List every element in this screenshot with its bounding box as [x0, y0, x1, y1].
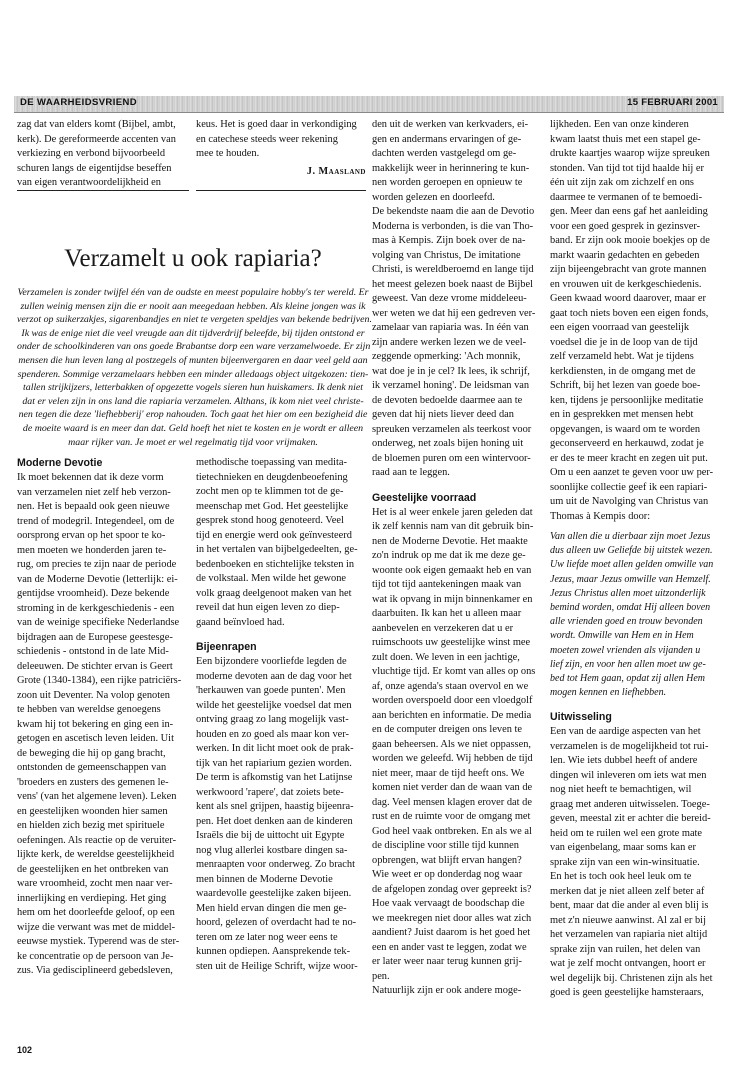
text-line: zult doen. We leven in een jachtige, [372, 651, 520, 663]
text-line: een en ander vast te leggen, zodat we [372, 941, 527, 953]
text-line: pen. [372, 970, 390, 982]
text-line: de discipline voor stille tijd kunnen [372, 840, 519, 851]
text-line: daarbuiten. Ik kan het u alleen maar [372, 608, 522, 619]
text-line: Wie weet er op donderdag nog waar [372, 869, 523, 880]
text-line: ik verzamel honing'. De leidsman van [372, 380, 530, 391]
text-line: gaat toch niets boven een eigen fonds, [550, 307, 709, 319]
intro-line: zullen weinig mensen zijn die er nooit aan meegedaan hebben. Als kleine jongen was ik [20, 300, 366, 312]
text-line: kwam hij tot bekering en ging een in- [17, 718, 174, 730]
divider-rule [196, 190, 366, 191]
text-line: Om u een aanzet te geven voor uw per- [550, 467, 714, 478]
text-line: ruimschoots uw geestelijke winst mee [372, 637, 531, 648]
text-line: aanbevelen en verzekeren dat u er [372, 622, 514, 634]
body-column-1 [17, 456, 189, 979]
text-line: bijdragen aan de Europese geestesge- [17, 631, 173, 643]
text-line: af, onze agenda's staan overvol en we [372, 680, 529, 692]
text-line: keus. Het is goed daar in verkondiging [196, 119, 357, 130]
text-line: drukte kaartjes waarop wijze spreuken [550, 148, 710, 159]
text-line: nen worden geroepen en opnieuw te [372, 177, 523, 188]
divider-rule [17, 190, 189, 191]
text-line: kwam laatst thuis met een stapel ge- [550, 133, 701, 145]
text-line: het verzamelen van rapiaria niet altijd [550, 929, 708, 941]
text-line: Jezus, maar Jezus omwille van Hemzelf. [550, 573, 711, 585]
text-line: wat je zelf mocht ontvangen, hoort er [550, 958, 706, 970]
text-line: en catechese steeds weer rekening [196, 133, 338, 145]
text-line: goed is geen geestelijke hamsteraars, [550, 987, 704, 999]
text-line: teren om ze later nog weer eens te [196, 931, 338, 943]
author-signature: J. Maasland [306, 165, 366, 177]
text-line: kent als snel grijpen, haastig bijeenra- [196, 801, 354, 812]
text-line: band. Er zijn ook mooie boekjes op de [550, 235, 710, 246]
text-line: nen. Het is bepaald ook geen nieuwe [17, 501, 170, 512]
section-heading: Geestelijke voorraad [372, 491, 477, 504]
text-line: van de Moderne Devotie (letterlijk: ei- [17, 573, 178, 585]
text-line: zocht men op te klimmen tot de ge- [196, 486, 344, 497]
text-line: wel degelijk bij. Christenen zijn als het [550, 972, 713, 984]
text-line: stroming in de kerkgeschiedenis - een [17, 602, 175, 614]
intro-line: dat er velen zijn in ons land die rapiaria verzamelen. Althans, ik kom niet veel christe- [22, 395, 364, 407]
text-line: en de computer dreigen ons leven te [372, 724, 523, 735]
text-line: rust en de ruimte voor de omgang met [372, 811, 531, 822]
text-line: nog vlug allerlei kostbare dingen sa- [196, 844, 348, 856]
text-line: Geen kwaad woord daarover, maar er [550, 293, 706, 304]
article-title: Verzamelt u ook rapiaria? [64, 245, 322, 272]
text-line: sten uit de Heilige Schrift, wijze woor- [196, 960, 358, 972]
intro-line: Ik was de enige niet die veel vreugde aan dit tijdverdrijf beleefde, bij tijden ontstond er [21, 327, 365, 339]
text-line: len. Wie iets dubbel heeft of andere [550, 755, 698, 767]
text-line: oorsprong ervan op het spoor te ko- [17, 530, 166, 541]
text-line: ke concentratie op de persoon van Je- [17, 950, 174, 962]
text-line: eeuwse mystiek. Typerend was de ster- [17, 936, 180, 947]
text-line: we meekregen niet door alles wat zich [372, 912, 532, 924]
text-line: te hebben van wereldse genoegens [17, 704, 161, 715]
text-line: wat doe je in je cel? Ik lees, ik schrijf, [372, 365, 530, 377]
text-line: makkelijk weer in herinnering te kun- [372, 162, 530, 174]
text-line: Men hield ervan dingen die men ge- [196, 902, 347, 914]
text-line: pen. Het doet denken aan de kinderen [196, 815, 353, 827]
text-line: voedsel die je in de loop van de tijd [550, 336, 698, 348]
text-line: Israëls die bij de uittocht uit Egypte [196, 830, 345, 841]
text-line: wordt. Omwille van Hem en in Hem [550, 630, 694, 642]
text-line: Een van de aardige aspecten van het [550, 726, 701, 738]
text-line: vens' (van het algemene leven). Leken [17, 791, 177, 802]
text-line: van de weinige specifieke Nederlandse [17, 617, 180, 628]
article-intro [17, 286, 372, 449]
text-line: hem om het doorleefde geloof, op een [17, 907, 175, 918]
text-line: tietechnieken en deugdenbeoefening [196, 471, 348, 483]
text-line: zag dat van elders komt (Bijbel, ambt, [17, 119, 176, 130]
text-line: zamelaar van rapiaria was. In één van [372, 322, 529, 333]
text-line: reveil dat hun eigen leven zo diep- [196, 602, 340, 613]
text-line: Natuurlijk zijn er ook andere moge- [372, 985, 522, 996]
text-line: bent, maar dat die ander al even blij is [550, 900, 709, 912]
masthead: DE WAARHEIDSVRIEND [20, 97, 137, 108]
text-line: wijze die verwant was met de middel- [17, 921, 176, 933]
top-left-column [17, 118, 189, 191]
text-line: wat ik opvang in mijn binnenkamer en [372, 593, 533, 605]
text-line: kunnen opdiepen. Aansprekende tek- [196, 946, 351, 957]
text-line: ware vroomheid, zocht men naar ver- [17, 878, 173, 889]
text-line: zijn bijeengebracht van grote mannen [550, 264, 707, 275]
text-line: Ik moet bekennen dat ik deze vorm [17, 472, 164, 483]
text-line: menraapten voor onderweg. Zo bracht [196, 859, 355, 870]
text-line: werkwoord 'rapere', dat zoiets bete- [196, 786, 344, 798]
text-line: lijkheden. Een van onze kinderen [550, 119, 689, 130]
text-line: De term is afkomstig van het Latijnse [196, 772, 353, 783]
text-line: moderne devoten aan de dag voor het [196, 670, 352, 682]
text-line: De bekendste naam die aan de Devotio [372, 206, 535, 217]
text-line: een eigen voorraad van geestelijk [550, 322, 690, 333]
text-line: stonden. Van tijd tot tijd haalde hij er [550, 162, 704, 174]
text-line: dus alleen uw Geliefde bij uitstek wezen. [550, 545, 713, 557]
text-line: tijk van het rapiarium gezien worden. [196, 757, 352, 769]
text-line: tijd tot tijd aantekeningen maak van [372, 579, 522, 590]
text-line: geconserveerd en herkauwd, zodat je [550, 438, 704, 449]
text-line: graag met anderen uitwisselen. Toege- [550, 798, 710, 810]
page-header-band [14, 96, 724, 113]
text-line: en hielden zich bezig met spirituele [17, 820, 165, 831]
text-line: komen niet verder dan de waan van de [372, 782, 533, 793]
text-line: opgevangen, is waard om te worden [550, 423, 701, 435]
text-line: nen de Moderne Devotie. Het maakte [372, 535, 528, 547]
body-column-3 [372, 118, 544, 999]
text-line: mee te houden. [196, 148, 260, 159]
text-line: verkiezing en verbond bijvoorbeeld [17, 148, 166, 159]
intro-line: Verzamelen is zonder twijfel één van de oudste en meest populaire hobby's ter wereld. Er [17, 287, 369, 298]
text-line: en geestelijken woonden hier samen [17, 805, 168, 817]
text-line: en vrouwen uit de kerkgeschiedenis. [550, 278, 702, 290]
text-line: de beweging die hij op gang bracht, [17, 747, 166, 759]
text-line: rug, om precies te zijn naar de periode [17, 559, 177, 570]
text-line: zus. Via gedisciplineerd gebedsleven, [17, 965, 173, 976]
text-line: volging van Christus, De imitatione [372, 249, 521, 261]
text-line: Uw liefde moet allen gelden omwille van [550, 559, 714, 571]
text-line: Christi, is wereldberoemd en lange tijd [372, 264, 534, 275]
text-line: nog niet heeft te bemachtigen, wil [550, 784, 692, 796]
text-line: dachten werden vastgelegd om ge- [372, 148, 517, 159]
text-line: er des te meer kracht en zegen uit put. [550, 452, 708, 464]
text-line: zijn andere werken lezen we de veel- [372, 336, 527, 348]
text-line: methodische toepassing van medita- [196, 457, 347, 468]
text-line: kerk). De gereformeerde accenten van [17, 133, 176, 145]
text-line: innerlijking en verdieping. Het ging [17, 892, 167, 904]
text-line: ik zelf kennis nam van dit gebruik bin- [372, 521, 534, 532]
text-line: aandient? Juist daarom is het goed het [372, 927, 531, 938]
intro-line: onder de schoolkinderen van ons goede Brabantse dorp een ware verzamelwoede. Er zijn [17, 341, 371, 353]
text-line: wer weten we dat hij een gedreven ver- [372, 307, 536, 319]
text-line: van verzamelen niet zelf heb verzon- [17, 486, 171, 498]
text-line: verzamelen is de mogelijkheid tot rui- [550, 740, 709, 752]
intro-line: nen tegen die deze 'liefhebberij' erop nahouden. Toch gaat het hier om een bezigheid die [18, 409, 368, 421]
text-line: lief zijn, en voor hen allen moet uw ge- [550, 658, 706, 670]
text-line: getogen en ascetisch leven leiden. Uit [17, 733, 174, 744]
text-line: heid om te ruilen wel een grote mate [550, 827, 703, 839]
text-line: onderweg, net zoals bijen honing uit [372, 438, 524, 449]
text-line: men binnen de Moderne Devotie [196, 873, 333, 885]
text-line: gesprek stond hoog genoteerd. Veel [196, 515, 344, 526]
text-line: sprake zijn van een win-winsituatie. [550, 856, 700, 868]
issue-date: 15 FEBRUARI 2001 [627, 97, 718, 108]
text-line: gaand beïnvloed had. [196, 616, 285, 628]
text-line: oefeningen. Als reactie op de veruiter- [17, 834, 177, 846]
text-line: vluchtige tijd. Er komt van alles op ons [372, 666, 536, 677]
text-line: um uit de Navolging van Christus van [550, 496, 709, 507]
text-line: de geestelijken en het ontbreken van [17, 863, 169, 875]
body-column-4 [550, 118, 725, 1001]
text-line: sprake zijn van ruilen, het delen van [550, 943, 701, 955]
text-line: dag. Veel mensen klagen erover dat de [372, 796, 532, 808]
text-line: geven, meestal zit er achter die bereid- [550, 813, 711, 825]
text-line: Hoe vaak vervaagt de boodschap die [372, 898, 525, 909]
text-line: bedenboeken en stichtelijke teksten in [196, 558, 355, 570]
text-line: zoon uit Deventer. Na volop genoten [17, 689, 170, 701]
text-line: Moderna is verbonden, is die van Tho- [372, 220, 534, 232]
text-line: Jezus Christus allen moet uitzonderlijk [550, 587, 706, 599]
text-line: zeggende opmerking: 'Ach monnik, [372, 351, 521, 362]
text-line: God heel vaak ontbreken. En als we al [372, 825, 532, 837]
text-line: mogen kennen en liefhebben. [550, 687, 667, 699]
text-line: schiedenis - ontstond in de late Mid- [17, 646, 169, 657]
text-line: werken. In dit licht moet ook de prak- [196, 743, 354, 754]
intro-line: verzot op suikerzakjes, sigarenbandjes en niet te vergeten speldjes van bekende bedrijven. [17, 314, 372, 326]
text-line: worden gelezen en doorleefd. [372, 191, 495, 203]
text-line: moeten zowel vrienden als vijanden u [550, 644, 701, 656]
text-line: markt waarin gedachten en gebeden [550, 249, 700, 261]
text-line: kerkdiensten, in de omgang met de [550, 365, 696, 377]
text-line: Een bijzondere voorliefde legden de [196, 656, 347, 667]
text-line: Het is al weer enkele jaren geleden dat [372, 506, 533, 518]
text-line: men moeten we honderden jaren te- [17, 544, 167, 556]
text-line: en in gesprekken met mensen hebt [550, 409, 694, 420]
text-line: in het vertalen van bijbelgedeelten, ge- [196, 544, 358, 555]
section-heading: Uitwisseling [550, 711, 612, 724]
text-line: de volkstaal. Men wilde het gewone [196, 573, 347, 584]
intro-line: spenderen. Sommige verzamelaars hebben een minder alledaags object uitgekozen: tien- [17, 368, 369, 380]
text-line: waardevolle geestelijke zaken bijeen. [196, 888, 352, 899]
text-line: tijd en energie werd ook geïnvesteerd [196, 529, 352, 541]
text-line: het meest gelezen boek naast de Bijbel [372, 278, 533, 290]
text-line: de devoten bedoelde daarmee aan te [372, 394, 523, 406]
text-line: worden we geleefd. Wij hebben de tijd [372, 753, 533, 764]
text-line: de afgelopen zondag over gepreekt is? [372, 883, 532, 895]
text-line: geven dat hij niets liever deed dan [372, 409, 514, 420]
text-line: volk graag deelgenoot maken van het [196, 587, 352, 599]
text-line: van eigen verantwoordelijkheid en [17, 177, 161, 188]
text-line: dingen wil inleveren om iets wat men [550, 769, 707, 781]
top-mid-column [196, 118, 366, 179]
text-line: hoord, gelezen of overdacht had te no- [196, 917, 357, 928]
text-line: zelf verzameld hebt. Wat je tijdens [550, 351, 694, 362]
text-line: bed tot Hem gaan, opdat zij allen Hem [550, 673, 705, 685]
text-line: spreuken verzamelen als teerkost voor [372, 423, 532, 435]
text-line: merken dat je niet alleen zelf beter af [550, 885, 705, 897]
text-line: zo'n indruk op me dat ik me deze ge- [372, 550, 526, 561]
text-line: één uit zijn zak om zichzelf en ons [550, 177, 694, 188]
intro-line: mensen die hun leven lang al postzegels of munten bijeenvergaren en daar veel geld aan [18, 354, 368, 366]
intro-line: de moeite waard is en meer dan dat. Geld hoeft het niet te kosten en je wordt er alleen [22, 422, 364, 434]
intro-line: maar rijker van. Je moet er wel regelmatig tijd voor vrijmaken. [68, 436, 318, 448]
text-line: woonte ook eigen gemaakt heb en van [372, 564, 532, 576]
text-line: gen en andermans ervaringen of ge- [372, 133, 522, 145]
section-heading: Bijeenrapen [196, 641, 257, 653]
text-line: met z'n nieuwe aanwinst. Al zal er bij [550, 914, 706, 926]
text-line: Schrift, bij het lezen van goede boe- [550, 380, 701, 391]
text-line: deleeuwen. De stichter ervan is Geert [17, 660, 173, 672]
text-line: 'herkauwen van goede punten'. Men [196, 685, 346, 696]
text-line: ontving graag zo lang mogelijk vast- [196, 714, 349, 725]
text-line: de bloemen puren om een wintervoor- [372, 452, 531, 464]
text-line: raad aan te leggen. [372, 467, 450, 478]
text-line: Grote (1340-1384), een rijke patriciërs- [17, 675, 182, 686]
text-line: schuren langs de eigentijdse beseffen [17, 162, 172, 174]
intro-line: tallen strijkijzers, letterbakken of opgezette vogels sieren hun huiskamers. Ik denk niet [23, 382, 363, 394]
text-line: En het is toch ook heel leuk om te [550, 871, 692, 883]
text-line: opbrengen, wat blijft ervan hangen? [372, 854, 522, 866]
text-line: ken, tijdens je persoonlijke meditatie [550, 394, 704, 406]
text-line: mas à Kempis. Zijn boek over de na- [372, 235, 526, 246]
text-line: voor een goed gesprek in gezinsver- [550, 220, 701, 232]
text-line: alle vrienden goed en trouw bevonden [550, 616, 703, 628]
text-line: wilde het geestelijke voedsel dat men [196, 699, 352, 711]
text-line: niet meer, maar de tijd heeft ons. We [372, 767, 525, 779]
text-line: soonlijke collectie geef ik een rapiari- [550, 481, 708, 493]
text-line: Thomas à Kempis door: [550, 510, 651, 522]
text-line: aan berichten en informatie. De media [372, 709, 532, 721]
text-line: gentijdse vroomheid). Deze bekende [17, 588, 170, 599]
body-column-2 [196, 456, 366, 974]
text-line: daarmee te vermanen of te bemoedi- [550, 191, 703, 203]
text-line: trend of modegril. Integendeel, om de [17, 515, 175, 527]
text-line: Van allen die u dierbaar zijn moet Jezus [550, 531, 711, 542]
text-line: 'broeders en zusters des gemenen le- [17, 776, 169, 788]
text-line: houden en zo goed als maar kon ver- [196, 728, 349, 740]
text-line: ontstonden de gemeenschappen van [17, 762, 167, 773]
section-heading: Moderne Devotie [17, 457, 103, 469]
text-line: van eigenbelang, maar soms kan er [550, 842, 696, 854]
text-line: den uit de werken van kerkvaders, ei- [372, 119, 529, 130]
text-line: lijkte kerk, de wereldse geestelijkheid [17, 849, 175, 860]
text-line: gen. Meer dan eens gaf het aanleiding [550, 206, 708, 217]
text-line: meenschap met God. Het geestelijke [196, 500, 349, 512]
text-line: gaan beheersen. Als we niet oppassen, [372, 738, 531, 750]
text-line: worden overspoeld door een vloedgolf [372, 695, 533, 706]
text-line: bemind worden, omdat Hij alleen boven [550, 602, 711, 614]
text-line: geweest. Van deze vrome middeleeu- [372, 293, 527, 304]
text-line: er later weer naar terug kunnen grij- [372, 956, 523, 967]
page-number: 102 [17, 1045, 33, 1055]
